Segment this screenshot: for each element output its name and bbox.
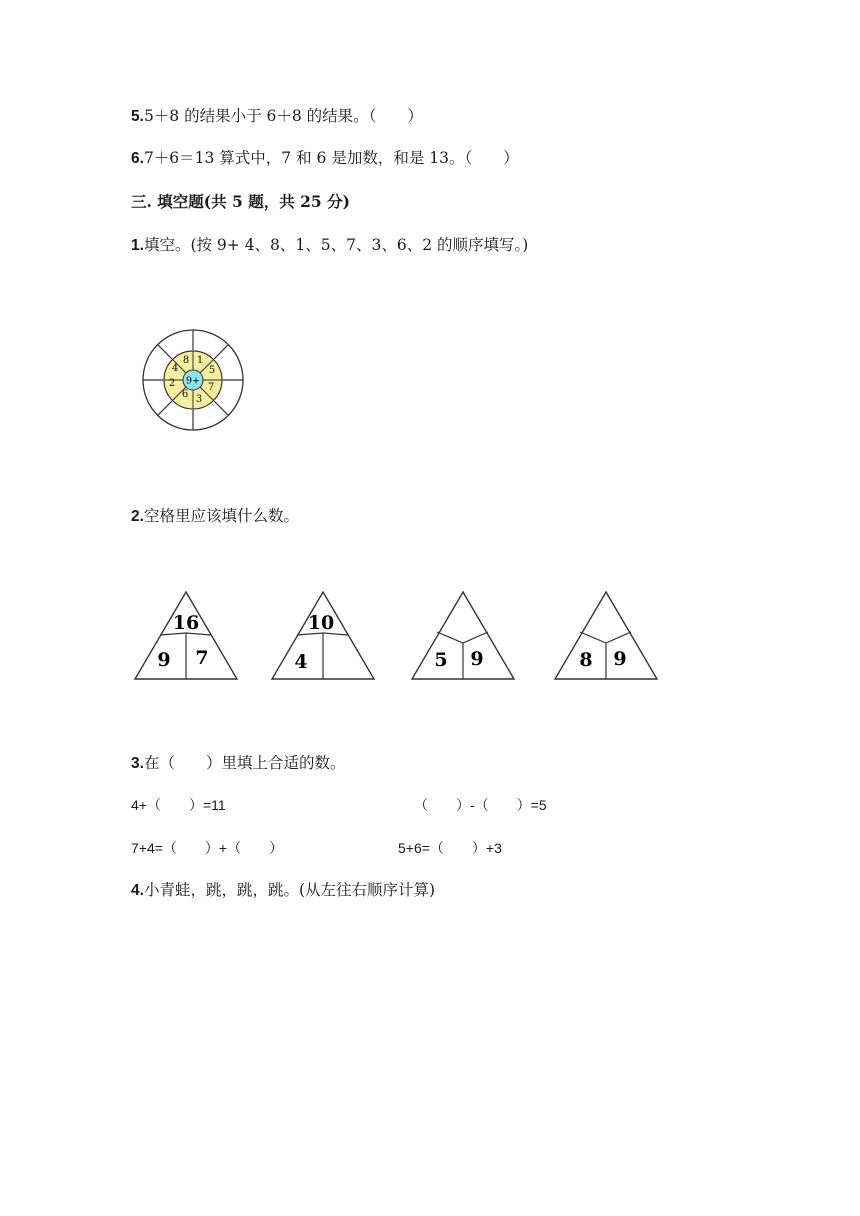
- triangle-left-number: 4: [294, 651, 308, 673]
- section-heading: 三. 填空题(共 5 题，共 25 分): [131, 192, 350, 211]
- triangle-right-number: 9: [613, 648, 627, 670]
- number-triangle: [410, 590, 516, 682]
- question-5: [131, 106, 423, 127]
- triangle-right-number: 7: [195, 647, 209, 669]
- number-triangle: [553, 590, 659, 682]
- wheel-number: 5: [208, 365, 216, 376]
- addition-wheel: [141, 328, 247, 434]
- question-text: 5＋8 的结果小于 6＋8 的结果。（ ）: [143, 107, 423, 125]
- equation: 5+6=（ ）+3: [398, 840, 502, 856]
- number-triangle: [133, 590, 239, 682]
- question-number: 4.: [131, 882, 144, 899]
- triangle-top-number: 10: [307, 612, 335, 634]
- wheel-center-label: 9+: [185, 375, 201, 387]
- question-text: 7＋6＝13 算式中，7 和 6 是加数，和是 13。（ ）: [143, 149, 519, 167]
- wheel-number: 4: [171, 363, 179, 374]
- wheel-number: 3: [195, 394, 203, 405]
- equation: 7+4=（ ）+（ ）: [131, 840, 284, 856]
- fill-question-3: [131, 753, 345, 774]
- wheel-number: 7: [207, 382, 215, 393]
- number-triangle: [270, 590, 376, 682]
- fill-question-4: [131, 880, 435, 901]
- wheel-number: 2: [168, 378, 176, 389]
- fill-question-2: [131, 506, 299, 527]
- question-number: 5.: [131, 108, 144, 125]
- question-text: 空格里应该填什么数。: [143, 507, 299, 525]
- question-number: 3.: [131, 755, 144, 772]
- question-number: 2.: [131, 508, 144, 525]
- question-6: [131, 148, 519, 169]
- question-text: 小青蛙，跳，跳，跳。(从左往右顺序计算): [143, 881, 436, 899]
- question-number: 1.: [131, 237, 144, 254]
- wheel-number: 6: [181, 389, 189, 400]
- triangle-left-number: 9: [157, 649, 171, 671]
- question-text: 在（ ）里填上合适的数。: [143, 754, 346, 772]
- triangle-top-number: 16: [172, 612, 200, 634]
- wheel-number: 8: [182, 355, 190, 366]
- triangle-left-number: 5: [434, 649, 448, 671]
- question-text: 填空。(按 9+ 4、8、1、5、7、3、6、2 的顺序填写。): [143, 236, 529, 254]
- triangle-left-number: 8: [579, 649, 593, 671]
- fill-question-1: [131, 235, 528, 256]
- equation: 4+（ ）=11: [131, 797, 226, 813]
- wheel-number: 1: [196, 355, 204, 366]
- equation: （ ）-（ ）=5: [414, 797, 547, 813]
- triangle-right-number: 9: [470, 648, 484, 670]
- question-number: 6.: [131, 150, 144, 167]
